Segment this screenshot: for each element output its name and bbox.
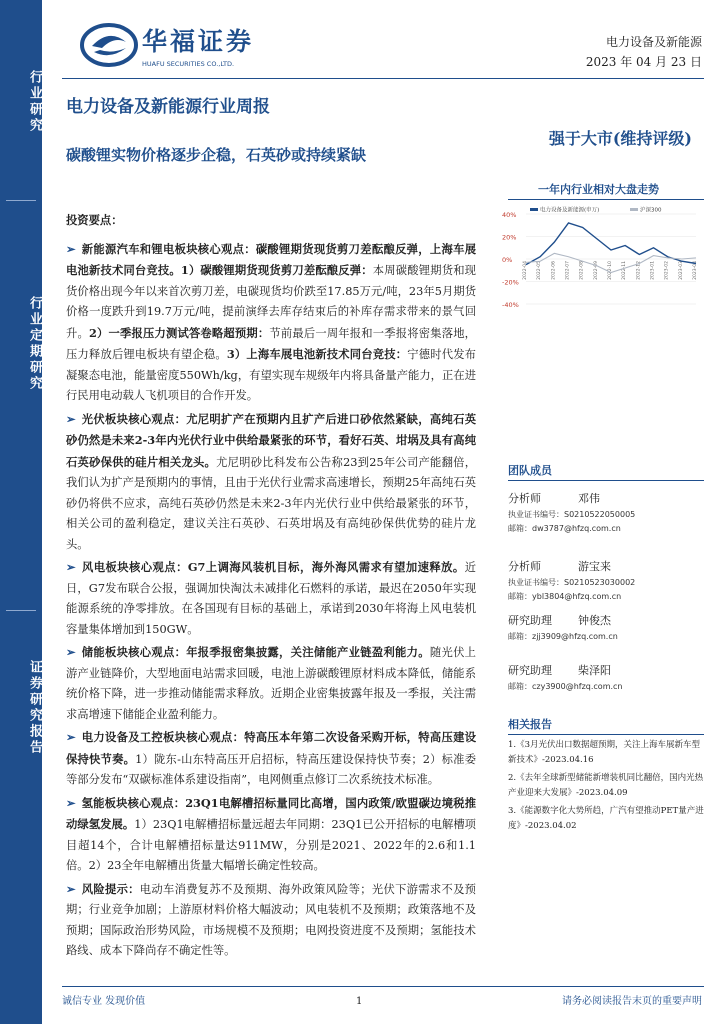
- member-name: 钟俊杰: [578, 614, 611, 627]
- member-role: 研究助理: [508, 614, 552, 627]
- left-sidebar: [0, 0, 42, 1024]
- member-name: 柴泽阳: [578, 664, 611, 677]
- x-tick-label: 2022-07: [565, 261, 571, 280]
- x-tick-label: 2022-06: [551, 261, 557, 280]
- highlights-subtitle: 投资要点：: [66, 213, 123, 227]
- relative-performance-chart: [500, 202, 704, 312]
- member-cert-label: 执业证书编号：: [508, 510, 564, 519]
- paragraph-lead: 风险提示：: [81, 881, 140, 896]
- page-number: 1: [356, 996, 363, 1007]
- paragraph-lead: 储能板块核心观点：年报季报密集披露，关注储能产业链盈利能力。: [81, 645, 430, 659]
- paragraph-lead: 3）上海车展电池新技术同台竞技：: [226, 347, 408, 361]
- team-member: [508, 662, 704, 692]
- member-email-label: 邮箱：: [508, 524, 532, 533]
- member-email: czy3900@hfzq.com.cn: [532, 682, 623, 691]
- footer-disclaimer: 请务必阅读报告末页的重要声明: [562, 996, 702, 1007]
- member-email-label: 邮箱：: [508, 682, 532, 691]
- bullet-arrow-icon: ➢: [66, 795, 76, 810]
- legend-label: 电力设备及新能源(申万): [540, 207, 600, 214]
- paragraph-text: 尤尼明砂比科发布公告称23到25年公司产能翻倍，我们认为扩产是预期内的事情，且由于光伏行业需求高速增长，预期25年高纯石英砂仍将供不应求，高纯石英砂仍然是未来2-3年内光伏行业中供给最紧张的环节，相关公司的盈利稳定，建议关注石英砂、石英坩埚及有高纯砂保供优势的硅片龙头。: [66, 455, 476, 551]
- highlight-paragraph: [66, 727, 476, 791]
- member-name: 邓伟: [578, 492, 600, 505]
- legend-swatch: [630, 208, 638, 211]
- bullet-arrow-icon: ➢: [66, 560, 76, 574]
- report-type: 电力设备及新能源行业周报: [66, 97, 270, 117]
- paragraph-text: 节前最后一周年报和一季报将密集落地，压力释放后锂电板块有望企稳。: [66, 326, 476, 361]
- legend-swatch: [530, 208, 538, 211]
- paragraph-lead: 风电板块核心观点：G7上调海风装机目标，海外海风需求有望加速释放。: [81, 560, 465, 574]
- x-tick-label: 2022-10: [608, 261, 613, 280]
- x-tick-label: 2022-04: [523, 261, 528, 280]
- member-email-label: 邮箱：: [508, 632, 532, 641]
- company-logo-icon: [80, 22, 138, 68]
- header-divider: [62, 78, 704, 79]
- investment-highlights: [66, 210, 476, 964]
- highlight-paragraph: [66, 793, 476, 877]
- x-tick-label: 2023-02: [664, 261, 670, 280]
- paragraph-text: 宁德时代发布凝聚态电池，能量密度550Wh/kg，有望实现车规级年内将具备量产能力，正在进行民用电动载人飞机项目的合作开发。: [66, 348, 476, 402]
- legend-label: 沪深300: [640, 207, 662, 214]
- member-email: dw3787@hfzq.com.cn: [532, 524, 621, 533]
- header-sector: 电力设备及新能源: [605, 35, 702, 49]
- x-tick-label: 2022-11: [622, 261, 628, 280]
- member-role: 分析师: [508, 560, 541, 573]
- header-meta: [586, 32, 702, 72]
- highlight-paragraph: [66, 409, 476, 556]
- sidebar-label-periodic-research: 行业定期研究: [27, 296, 42, 392]
- chart-section-title: 一年内行业相对大盘走势: [508, 181, 704, 200]
- highlight-paragraph: [66, 557, 476, 640]
- y-tick-label: 40%: [502, 211, 517, 219]
- member-role: 研究助理: [508, 664, 552, 677]
- bullet-arrow-icon: ➢: [66, 881, 76, 896]
- paragraph-text: 1）23Q1电解槽招标量远超去年同期：23Q1已公开招标的电解槽项目超14个，合计电解槽招标量达911MW，分别是2021、2022年的2.6和1.1倍。2）23全年电解槽出货量大幅增长确定性较高。: [66, 818, 476, 872]
- highlight-paragraph: [66, 879, 476, 962]
- x-tick-label: 2023-03: [678, 261, 684, 280]
- paragraph-lead: 2）一季报压力测试答卷略超预期：: [88, 325, 270, 340]
- member-name: 游宝来: [578, 560, 611, 573]
- paragraph-text: 本周碳酸锂期货和现货价格出现今年以来首次剪刀差，电碳现货均价跌至17.85万元/吨，23年5月期货价格一度跌升到19.7万元/吨，提前演绎去库存结束后的补库存需求带来的景气回升。: [66, 264, 476, 340]
- bullet-arrow-icon: ➢: [66, 730, 76, 744]
- paragraph-text: 近日，G7发布联合公报，强调加快淘汰未减排化石燃料的承诺，最迟在2050年实现能源系统的净零排放。在各国现有目标的基础上，承诺到2030年将海上风电装机容量集体增加到150GW。: [66, 561, 476, 636]
- paragraph-lead: 光伏板块核心观点：尤尼明扩产在预期内且扩产后进口砂依然紧缺，高纯石英砂仍然是未来2-3年内光伏行业中供给最紧张的环节，看好石英、坩埚及具有高纯石英砂保供的硅片相关龙头。: [66, 411, 476, 469]
- bullet-arrow-icon: ➢: [66, 241, 76, 256]
- member-email: ybl3804@hfzq.com.cn: [532, 592, 622, 601]
- sidebar-label-industry-research: 行业研究: [27, 70, 42, 134]
- sidebar-divider: [6, 610, 36, 611]
- related-report-item[interactable]: 3.《能源数字化大势所趋，广汽有望推动PET量产进度》-2023.04.02: [508, 806, 704, 831]
- member-cert: S0210523030002: [564, 578, 636, 587]
- paragraph-lead: 氢能板块核心观点：23Q1电解槽招标量同比高增，国内政策/欧盟碳边境税推动绿氢发展。: [66, 795, 476, 831]
- bullet-arrow-icon: ➢: [66, 645, 76, 659]
- report-title: 碳酸锂实物价格逐步企稳，石英砂或持续紧缺: [66, 146, 367, 164]
- member-cert: S0210522050005: [564, 510, 636, 519]
- related-report-item[interactable]: 1.《3月光伏出口数据超预期，关注上海车展新车型新技术》-2023.04.16: [508, 740, 701, 765]
- paragraph-text: 随光伏上游产业链降价，大型地面电站需求回暖，电池上游碳酸锂原材料成本降低，储能系统价格下降，进一步推动储能需求释放。近期企业密集披露年报及一季报，关注需求高增速下储能企业盈利能力。: [66, 646, 476, 721]
- paragraph-text: 电动车消费复苏不及预期、海外政策风险等；光伏下游需求不及预期；行业竞争加剧；上游原材料价格大幅波动；风电装机不及预期；政策落地不及预期；国际政治形势风险，市场规模不及预期；电网投资进度不及预期；氢能技术路线、成本下降尚存不确定性等。: [66, 882, 476, 957]
- member-email-label: 邮箱：: [508, 592, 532, 601]
- highlight-paragraph: [66, 642, 476, 725]
- paragraph-lead: 电力设备及工控板块核心观点：特高压本年第二次设备采购开标，特高压建设保持快节奏。: [66, 730, 476, 766]
- paragraph-lead: 新能源汽车和锂电板块核心观点：碳酸锂期货现货剪刀差酝酿反弹，上海车展电池新技术同台竞技。1）碳酸锂期货现货剪刀差酝酿反弹：: [66, 241, 476, 277]
- x-tick-label: 2023-04: [693, 261, 698, 280]
- highlight-paragraph: [66, 239, 476, 407]
- company-name-en: HUAFU SECURITIES CO.,LTD.: [142, 60, 235, 68]
- y-tick-label: 0%: [502, 256, 513, 264]
- related-reports-list: [508, 738, 704, 837]
- paragraph-text: 1）陇东-山东特高压开启招标，特高压建设保持快节奏；2）标准委等部分发布“双碳标准体系建设指南”，电网侧重点修订二次系统技术标准。: [66, 752, 476, 786]
- footer-slogan: 诚信专业 发现价值: [62, 996, 146, 1007]
- company-logo: [80, 22, 254, 68]
- x-tick-label: 2022-12: [636, 261, 642, 280]
- team-member: [508, 612, 704, 642]
- team-member: [508, 558, 704, 602]
- member-cert-label: 执业证书编号：: [508, 578, 564, 587]
- x-tick-label: 2022-09: [593, 261, 599, 280]
- y-tick-label: 20%: [502, 233, 517, 242]
- sidebar-label-securities-report: 证券研究报告: [27, 660, 42, 756]
- x-tick-label: 2022-05: [537, 261, 543, 280]
- team-member: [508, 490, 704, 534]
- x-tick-label: 2023-01: [650, 261, 656, 280]
- y-tick-label: -40%: [502, 301, 519, 309]
- related-section-title: 相关报告: [508, 716, 704, 735]
- bullet-arrow-icon: ➢: [66, 411, 76, 426]
- x-tick-label: 2022-08: [579, 261, 585, 280]
- related-report-item[interactable]: 2.《去年全球新型储能新增装机同比翻倍，国内光热产业迎来大发展》-2023.04.09: [508, 773, 704, 798]
- header-date: 2023 年 04 月 23 日: [585, 55, 702, 69]
- report-rating: 强于大市(维持评级): [548, 129, 692, 148]
- member-role: 分析师: [508, 492, 541, 505]
- team-section-title: 团队成员: [508, 462, 704, 481]
- y-tick-label: -20%: [502, 278, 519, 287]
- company-name-cn: 华福证券: [142, 27, 255, 56]
- sidebar-divider: [6, 200, 36, 201]
- footer-divider: [62, 986, 704, 987]
- member-email: zjj3909@hfzq.com.cn: [532, 632, 618, 641]
